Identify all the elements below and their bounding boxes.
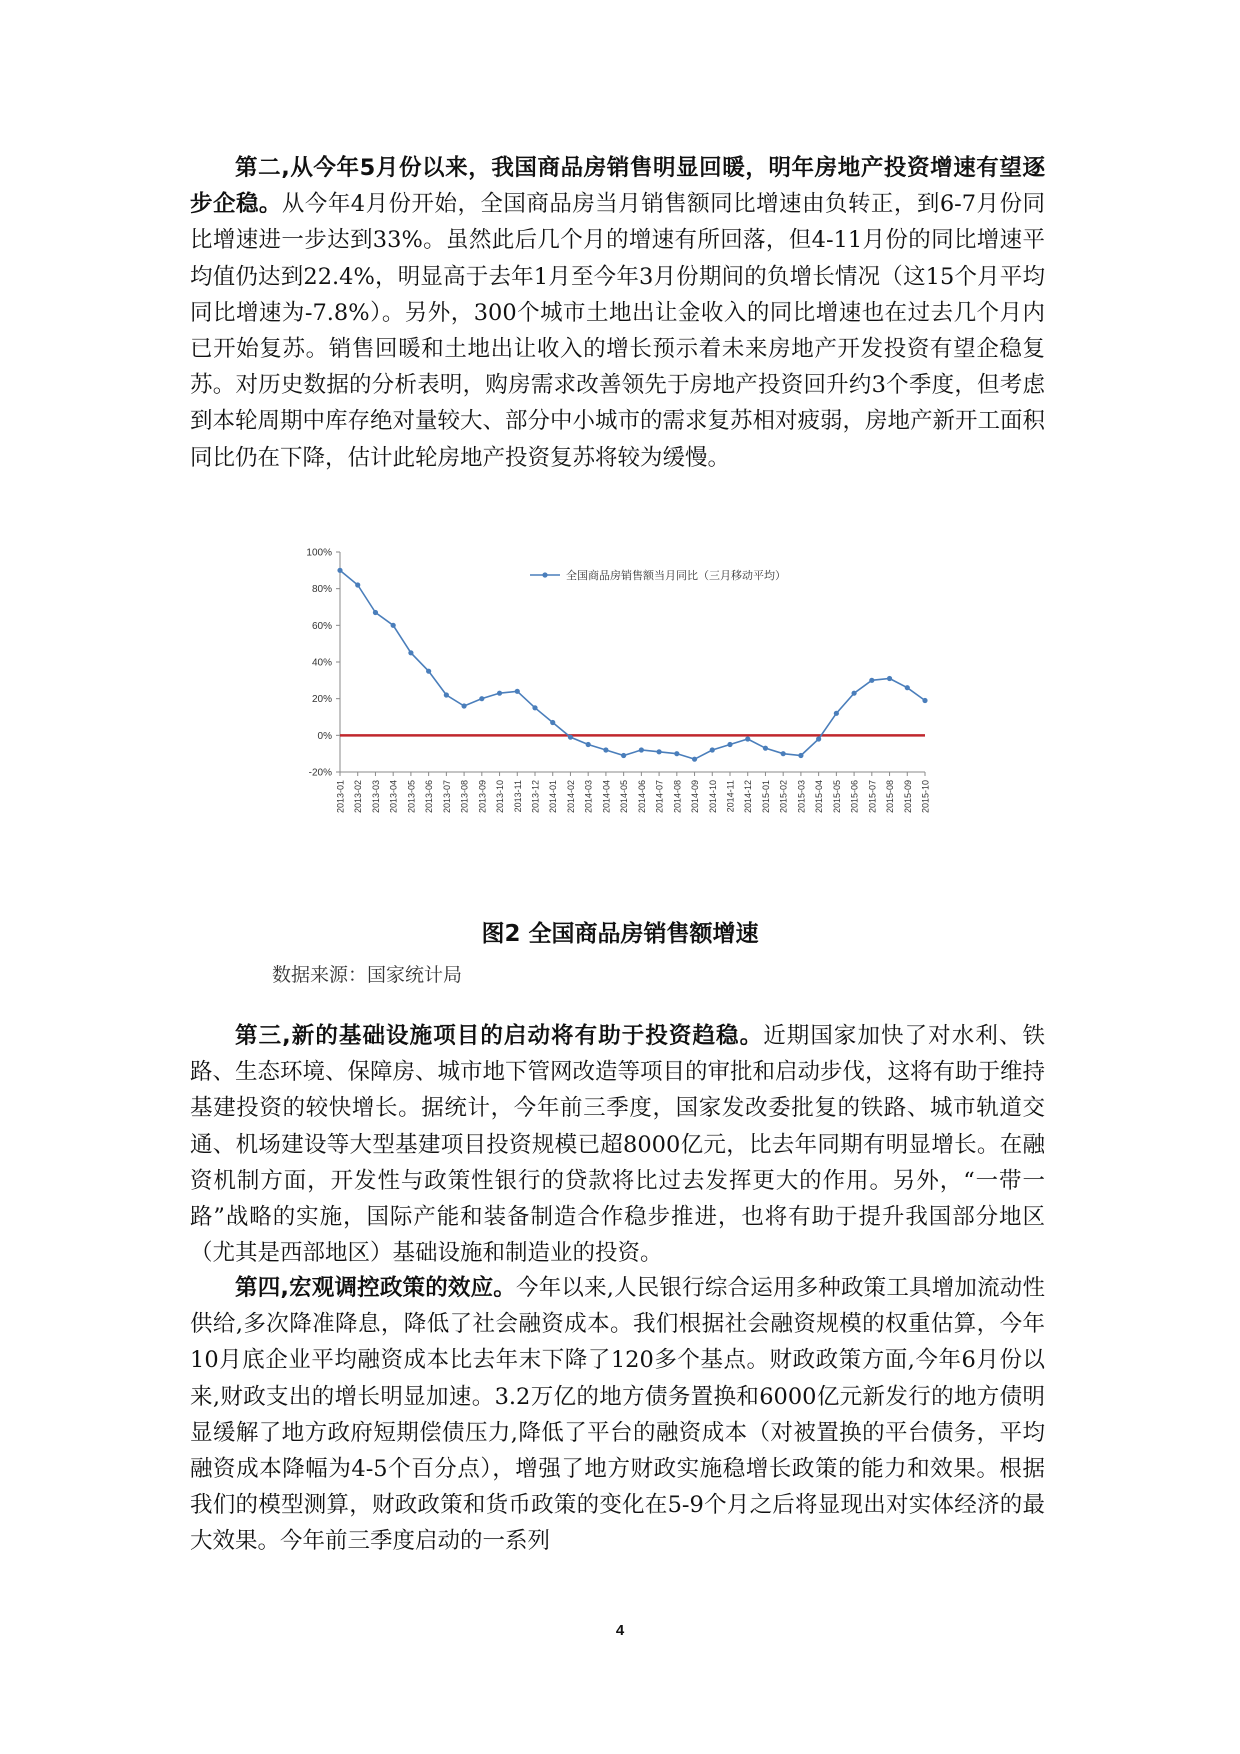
line-chart-svg — [290, 540, 950, 890]
data-point — [798, 753, 803, 758]
x-tick-label: 2014-02 — [565, 780, 576, 814]
data-point — [869, 678, 874, 683]
data-point — [568, 735, 573, 740]
data-point — [781, 751, 786, 756]
x-tick-label: 2014-10 — [707, 780, 718, 814]
x-tick-label: 2015-10 — [920, 780, 931, 814]
x-tick-label: 2015-03 — [796, 780, 807, 814]
data-point — [692, 757, 697, 762]
paragraph-body: 从今年4月份开始，全国商品房当月销售额同比增速由负转正，到6-7月份同比增速进一步达到33%。虽然此后几个月的增速有所回落，但4-11月份的同比增速平均值仍达到22.4%，明显高于去年1月至今年3月份期间的负增长情况（这15个月平均同比增速为-7.8%）。另外，300个城市土地出让金收入的同比增速也在过去几个月内已开始复苏。销售回暖和土地出让收入的增长预示着未来房地产开发投资有望企稳复苏。对历史数据的分析表明，购房需求改善领先于房地产投资回升约3个季度，但考虑到本轮周期中库存绝对量较大、部分中小城市的需求复苏相对疲弱，房地产新开工面积同比仍在下降，估计此轮房地产投资复苏将较为缓慢。 — [190, 191, 1046, 471]
paragraph-body: 近期国家加快了对水利、铁路、生态环境、保障房、城市地下管网改造等项目的审批和启动步伐，这将有助于维持基建投资的较快增长。据统计，今年前三季度，国家发改委批复的铁路、城市轨道交通、机场建设等大型基建项目投资规模已超8000亿元，比去年同期有明显增长。在融资机制方面，开发性与政策性银行的贷款将比过去发挥更大的作用。另外，“一带一路”战略的实施，国际产能和装备制造合作稳步推进，也将有助于提升我国部分地区（尤其是西部地区）基础设施和制造业的投资。 — [190, 1023, 1046, 1267]
x-tick-label: 2015-01 — [760, 780, 771, 814]
x-tick-label: 2014-11 — [725, 780, 736, 813]
paragraph-lead: 第二,从今年5月份以来，我国商品房销售明显回暖，明年房地产投资增速有望逐步企稳。 — [190, 155, 1045, 218]
data-point — [745, 736, 750, 741]
data-point — [391, 623, 396, 628]
y-tick-label: 60% — [311, 620, 332, 632]
data-point — [337, 568, 342, 573]
x-tick-label: 2013-07 — [441, 780, 452, 814]
x-tick-label: 2014-05 — [619, 780, 630, 814]
x-tick-label: 2014-07 — [654, 780, 665, 814]
y-tick-label: 40% — [311, 657, 332, 669]
sales-growth-chart — [290, 540, 950, 890]
data-point — [355, 582, 360, 587]
data-point — [656, 749, 661, 754]
data-point — [373, 610, 378, 615]
data-point — [621, 753, 626, 758]
y-tick-label: -20% — [308, 767, 332, 779]
legend-swatch-marker — [542, 572, 547, 577]
y-tick-label: 100% — [306, 547, 332, 559]
data-point — [639, 747, 644, 752]
data-point — [461, 703, 466, 708]
paragraph-lead: 第三,新的基础设施项目的启动将有助于投资趋稳。 — [235, 1023, 764, 1049]
data-point — [497, 691, 502, 696]
data-point — [727, 742, 732, 747]
data-point — [426, 669, 431, 674]
x-tick-label: 2013-05 — [406, 780, 417, 814]
data-source-note: 数据来源：国家统计局 — [272, 964, 463, 986]
x-tick-label: 2014-08 — [672, 780, 683, 814]
data-point — [710, 747, 715, 752]
series-line — [340, 570, 925, 759]
paragraph-body: 今年以来,人民银行综合运用多种政策工具增加流动性供给,多次降准降息，降低了社会融资成本。我们根据社会融资规模的权重估算，今年10月底企业平均融资成本比去年末下降了120多个基点。财政政策方面,今年6月份以来,财政支出的增长明显加速。3.2万亿的地方债务置换和6000亿元新发行的地方债明显缓解了地方政府短期偿债压力,降低了平台的融资成本（对被置换的平台债务，平均融资成本降幅为4-5个百分点），增强了地方财政实施稳增长政策的能力和效果。根据我们的模型测算，财政政策和货币政策的变化在5-9个月之后将显现出对实体经济的最大效果。今年前三季度启动的一系列 — [190, 1275, 1045, 1555]
data-point — [532, 705, 537, 710]
x-tick-label: 2013-06 — [424, 780, 435, 814]
x-tick-label: 2013-04 — [388, 780, 399, 814]
data-point — [550, 720, 555, 725]
x-tick-label: 2014-04 — [601, 780, 612, 814]
legend-label: 全国商品房销售额当月同比（三月移动平均） — [566, 570, 786, 582]
data-point — [515, 689, 520, 694]
data-point — [922, 698, 927, 703]
x-tick-label: 2015-08 — [885, 780, 896, 814]
paragraph-lead: 第四,宏观调控政策的效应。 — [235, 1275, 516, 1301]
data-point — [887, 676, 892, 681]
data-point — [674, 751, 679, 756]
x-tick-label: 2013-03 — [370, 780, 381, 814]
data-point — [905, 685, 910, 690]
x-tick-label: 2013-08 — [459, 780, 470, 814]
data-point — [851, 691, 856, 696]
y-tick-label: 80% — [311, 584, 332, 596]
y-tick-label: 20% — [311, 694, 332, 706]
paragraph-fourth-point — [190, 1270, 1045, 1560]
data-point — [479, 696, 484, 701]
figure-caption: 图2 全国商品房销售额增速 — [481, 921, 759, 947]
x-tick-label: 2015-05 — [831, 780, 842, 814]
x-tick-label: 2013-11 — [512, 780, 523, 813]
x-tick-label: 2015-07 — [867, 780, 878, 814]
x-tick-label: 2013-09 — [477, 780, 488, 814]
x-tick-label: 2014-03 — [583, 780, 594, 814]
x-tick-label: 2013-02 — [353, 780, 364, 814]
data-point — [408, 650, 413, 655]
x-tick-label: 2014-09 — [690, 780, 701, 814]
data-point — [763, 746, 768, 751]
paragraph-second-point — [190, 150, 1045, 476]
page-number: 4 — [615, 1622, 625, 1639]
x-tick-label: 2013-12 — [530, 780, 541, 814]
x-tick-label: 2015-09 — [902, 780, 913, 814]
x-tick-label: 2015-04 — [814, 780, 825, 814]
data-point — [834, 711, 839, 716]
data-point — [816, 736, 821, 741]
paragraph-third-point — [190, 1018, 1045, 1271]
chart-canvas — [290, 540, 950, 894]
x-tick-label: 2014-06 — [636, 780, 647, 814]
x-tick-label: 2013-01 — [335, 780, 346, 814]
x-tick-label: 2014-12 — [743, 780, 754, 814]
data-point — [444, 692, 449, 697]
data-point — [603, 747, 608, 752]
data-point — [586, 742, 591, 747]
x-tick-label: 2015-02 — [778, 780, 789, 814]
y-tick-label: 0% — [317, 730, 332, 742]
x-tick-label: 2014-01 — [548, 780, 559, 814]
x-tick-label: 2013-10 — [495, 780, 506, 814]
x-tick-label: 2015-06 — [849, 780, 860, 814]
